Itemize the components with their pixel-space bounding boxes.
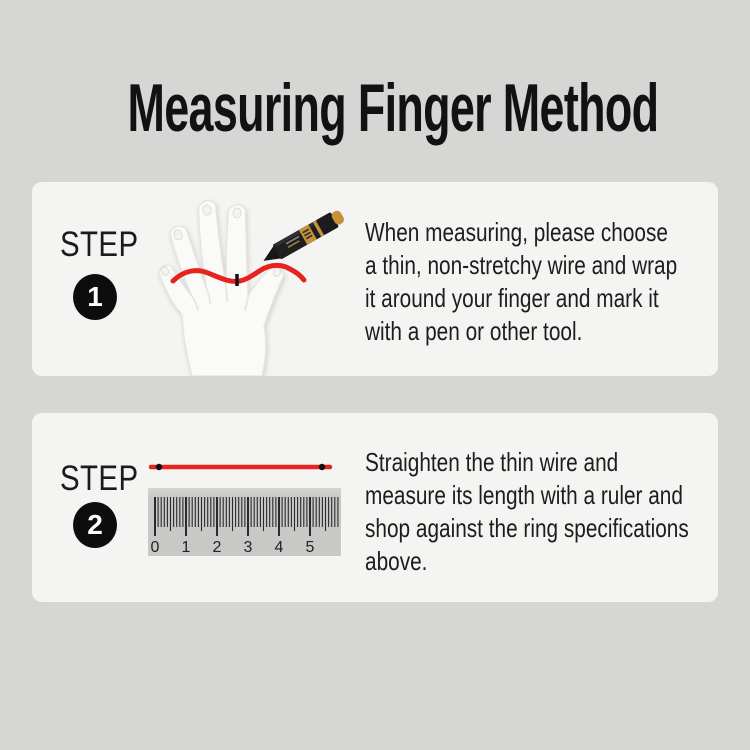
text-line: When measuring, please choose: [365, 217, 668, 247]
step-1-number-badge: [73, 274, 117, 320]
step-2-label: STEP: [60, 459, 139, 498]
hand-icon: [159, 201, 284, 376]
text-line: measure its length with a ruler and: [365, 480, 683, 510]
step-2-card: [32, 413, 718, 602]
step-2-number: 2: [87, 509, 103, 540]
ruler-number: 1: [181, 539, 191, 556]
marker-pen-icon: [259, 208, 347, 268]
text-line: a thin, non-stretchy wire and wrap: [365, 250, 678, 280]
ruler-number: 4: [274, 539, 284, 556]
step-1-number: 1: [87, 281, 103, 312]
ruler-number: 0: [150, 539, 160, 556]
step-1-label: STEP: [60, 225, 139, 264]
straightened-wire: [148, 461, 333, 473]
ruler-number: 3: [243, 539, 253, 556]
step-2-number-badge: [73, 502, 117, 548]
step-2-description: [365, 446, 689, 578]
page-title: Measuring Finger Method: [127, 70, 659, 146]
text-line: Straighten the thin wire and: [365, 447, 619, 477]
step-1-card: [32, 182, 718, 376]
ruler-number: 5: [305, 539, 315, 556]
hand-with-wire-illustration: [150, 184, 370, 376]
step-1-description: [365, 216, 677, 348]
text-line: it around your finger and mark it: [365, 283, 659, 313]
ruler-scale: [148, 488, 341, 556]
ruler-graphic: [148, 488, 341, 556]
text-line: shop against the ring specifications: [365, 513, 689, 543]
text-line: with a pen or other tool.: [365, 316, 583, 346]
text-line: above.: [365, 546, 428, 576]
ruler-number: 2: [212, 539, 222, 556]
